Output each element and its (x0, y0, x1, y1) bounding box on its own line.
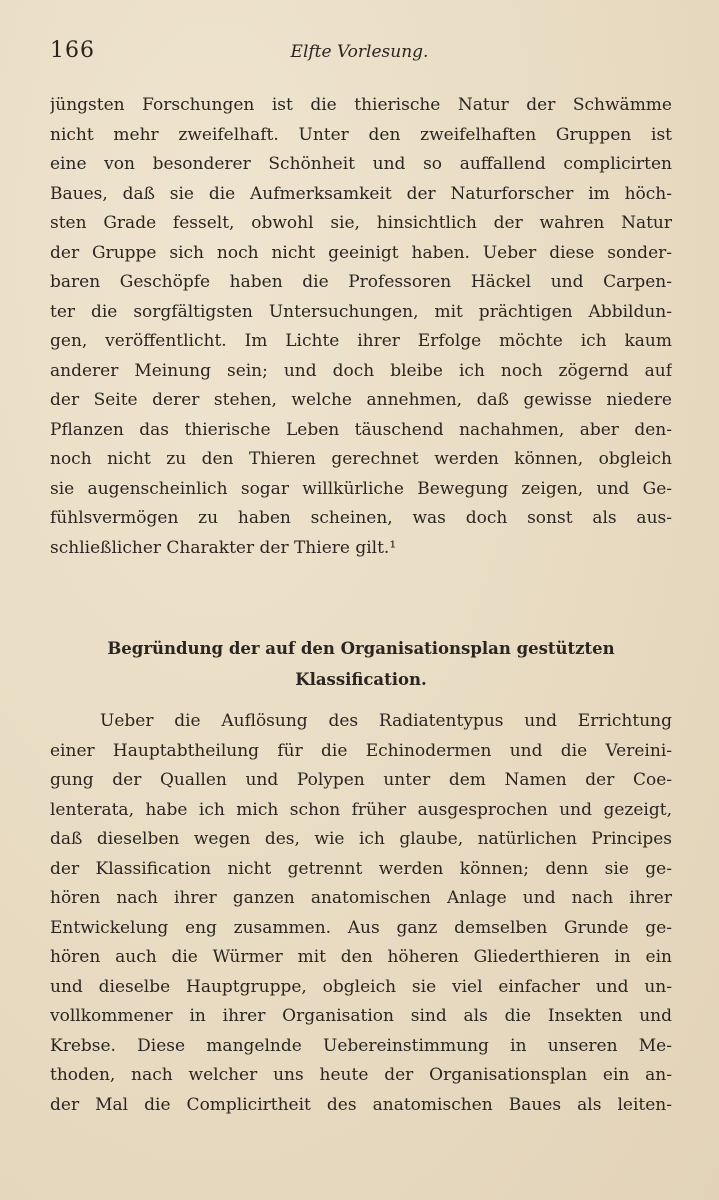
text-line: Pflanzen das thierische Leben täuschend nachahmen, aber den- (50, 419, 672, 440)
text-line: sie augenscheinlich sogar willkürliche Bewegung zeigen, und Ge- (50, 478, 672, 499)
text-line: der Gruppe sich noch nicht geeinigt haben. Ueber diese sonder- (50, 242, 672, 263)
text-line: schließlicher Charakter der Thiere gilt.¹ (50, 537, 397, 558)
text-line: nicht mehr zweifelhaft. Unter den zweifelhaften Gruppen ist (50, 124, 672, 145)
page-header (50, 38, 669, 74)
text-line: lenterata, habe ich mich schon früher ausgesprochen und gezeigt, (50, 799, 672, 820)
text-line: der Seite derer stehen, welche annehmen, daß gewisse niedere (50, 390, 672, 410)
text-line: Krebse. Diese mangelnde Uebereinstimmung in unseren Me- (50, 1035, 672, 1056)
page-number: 166 (50, 38, 95, 63)
text-line: Ueber die Auflösung des Radiatentypus und Errichtung (100, 711, 672, 731)
section-heading-line-2: Klassification. (295, 670, 427, 689)
text-line: ter die sorgfältigsten Untersuchungen, mit prächtigen Abbildun- (50, 301, 672, 322)
section-heading (50, 633, 672, 695)
text-line: daß dieselben wegen des, wie ich glaube, natürlichen Principes (50, 829, 672, 849)
text-line: eine von besonderer Schönheit und so auffallend complicirten (50, 154, 672, 174)
text-line: hören nach ihrer ganzen anatomischen Anlage und nach ihrer (50, 888, 672, 908)
text-line: baren Geschöpfe haben die Professoren Häckel und Carpen- (50, 272, 672, 292)
text-line: der Klassification nicht getrennt werden können; denn sie ge- (50, 858, 672, 879)
text-line: Baues, daß sie die Aufmerksamkeit der Naturforscher im höch- (50, 183, 672, 204)
paragraph-1 (50, 91, 672, 563)
text-line: einer Hauptabtheilung für die Echinodermen und die Vereini- (50, 740, 672, 761)
text-line: jüngsten Forschungen ist die thierische Natur der Schwämme (50, 95, 672, 115)
text-line: vollkommener in ihrer Organisation sind als die Insekten und (50, 1006, 672, 1026)
section-heading-line-1: Begründung der auf den Organisationsplan gestützten (107, 639, 615, 658)
text-line: anderer Meinung sein; und doch bleibe ich noch zögernd auf (50, 360, 672, 381)
text-line: gung der Quallen und Polypen unter dem Namen der Coe- (50, 770, 672, 790)
paragraph-2 (50, 707, 672, 1120)
text-line: fühlsvermögen zu haben scheinen, was doch sonst als aus- (50, 508, 672, 528)
running-head: Elfte Vorlesung. (290, 42, 429, 62)
text-line: thoden, nach welcher uns heute der Organisationsplan ein an- (50, 1065, 672, 1085)
text-line: gen, veröffentlicht. Im Lichte ihrer Erfolge möchte ich kaum (50, 331, 672, 351)
text-line: Entwickelung eng zusammen. Aus ganz demselben Grunde ge- (50, 917, 672, 938)
text-line: hören auch die Würmer mit den höheren Gliederthieren in ein (50, 947, 672, 967)
text-line: der Mal die Complicirtheit des anatomischen Baues als leiten- (50, 1094, 672, 1115)
text-line: noch nicht zu den Thieren gerechnet werden können, obgleich (50, 449, 672, 469)
text-line: und dieselbe Hauptgruppe, obgleich sie viel einfacher und un- (50, 976, 672, 997)
text-line: sten Grade fesselt, obwohl sie, hinsichtlich der wahren Natur (50, 213, 672, 233)
